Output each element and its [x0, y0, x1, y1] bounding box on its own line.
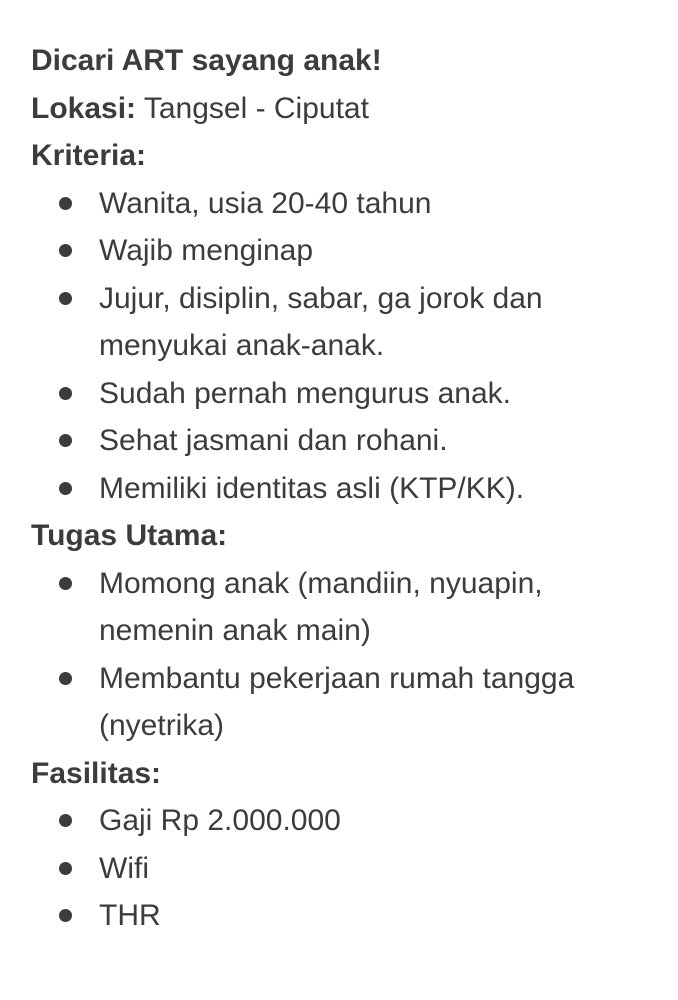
- bullet-icon: [59, 672, 72, 685]
- bullet-icon: [59, 387, 72, 400]
- section-heading-fasilitas: Fasilitas:: [31, 756, 162, 790]
- bullet-icon: [59, 244, 72, 257]
- list-item-text: Sudah pernah mengurus anak.: [99, 376, 511, 410]
- list-item: [31, 845, 639, 893]
- list-item: [31, 655, 639, 750]
- list-item-text: Memiliki identitas asli (KTP/KK).: [99, 471, 525, 505]
- list-item-text: Membantu pekerjaan rumah tangga (nyetrika): [99, 661, 575, 742]
- list-item: [31, 275, 639, 370]
- bullet-icon: [59, 292, 72, 305]
- list-item-text: Sehat jasmani dan rohani.: [99, 424, 448, 457]
- list-item-text: Wanita, usia 20-40 tahun: [99, 186, 432, 220]
- location-label: Lokasi:: [31, 91, 137, 125]
- kriteria-list: [31, 180, 678, 513]
- list-item-text: Gaji Rp 2.000.000: [99, 804, 341, 837]
- bullet-icon: [59, 434, 72, 447]
- bullet-icon: [59, 577, 72, 590]
- list-item: [31, 227, 639, 275]
- tugas-utama-list: [31, 560, 678, 750]
- location-line: [31, 85, 678, 133]
- list-item: [31, 370, 639, 418]
- list-item-text: Jujur, disiplin, sabar, ga jorok dan menyukai anak-anak.: [99, 281, 543, 362]
- list-item: [31, 892, 639, 940]
- list-item: [31, 417, 639, 465]
- list-item: [31, 560, 639, 655]
- list-item: [31, 465, 639, 513]
- list-item-text: THR: [99, 899, 161, 932]
- posting-title: Dicari ART sayang anak!: [31, 44, 382, 77]
- section-heading-tugas-utama: Tugas Utama:: [31, 519, 228, 552]
- list-item-text: Wifi: [99, 851, 149, 885]
- list-item-text: Momong anak (mandiin, nyuapin, nemenin anak main): [99, 566, 543, 647]
- bullet-icon: [59, 909, 72, 922]
- bullet-icon: [59, 482, 72, 495]
- section-heading-kriteria: Kriteria:: [31, 139, 147, 172]
- bullet-icon: [59, 814, 72, 827]
- bullet-icon: [59, 862, 72, 875]
- bullet-icon: [59, 197, 72, 210]
- location-value: Tangsel - Ciputat: [143, 91, 369, 125]
- list-item: [31, 180, 639, 228]
- list-item-text: Wajib menginap: [99, 234, 313, 267]
- fasilitas-list: [31, 797, 678, 940]
- list-item: [31, 797, 639, 845]
